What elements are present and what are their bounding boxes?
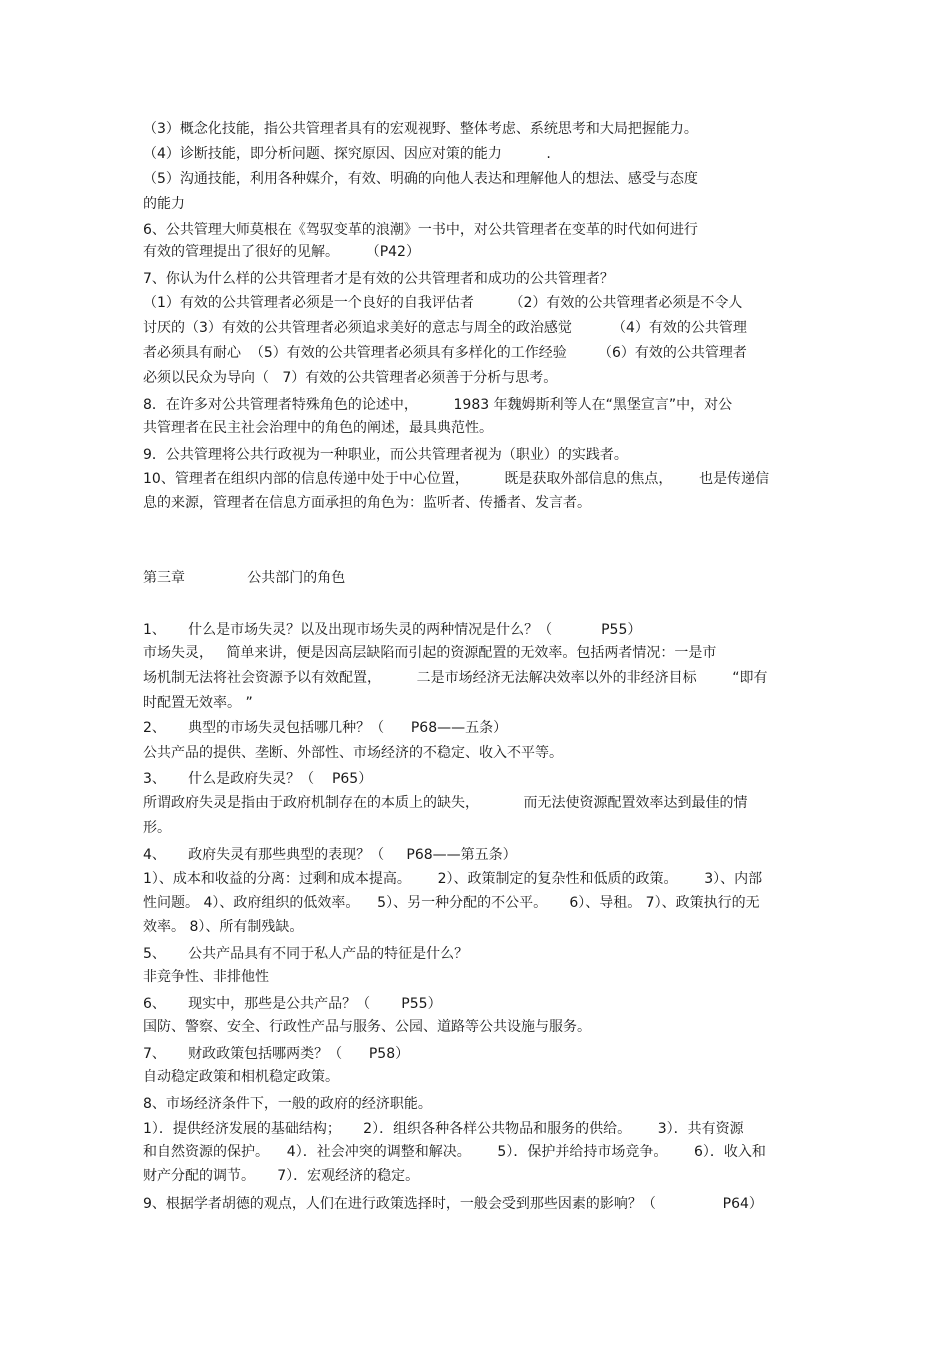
text-line: （3）概念化技能，指公共管理者具有的宏观视野、整体考虑、系统思考和大局把握能力。 [143,121,698,137]
text-line: 效率。 8）、所有制残缺。 [143,919,304,935]
text-line: 9．公共管理将公共行政视为一种职业，而公共管理者视为（职业）的实践者。 [143,447,628,463]
text-line: 8、市场经济条件下，一般的政府的经济职能。 [143,1096,432,1112]
text-line: 形。 [143,820,171,836]
text-line: 时配置无效率。 ” [143,695,253,711]
text-line: 4、 政府失灵有那些典型的表现？（ P68——第五条） [143,847,517,863]
text-line: 性问题。 4）、政府组织的低效率。 5）、另一种分配的不公平。 6）、导租。 7）、政策执行的无 [143,895,760,911]
text-line: 讨厌的（3）有效的公共管理者必须追求美好的意志与周全的政治感觉 （4）有效的公共管理 [143,320,747,336]
text-line: 息的来源，管理者在信息方面承担的角色为：监听者、传播者、发言者。 [143,495,591,511]
text-line: （5）沟通技能，利用各种媒介，有效、明确的向他人表达和理解他人的想法、感受与态度 [143,171,698,187]
text-line: 公共产品的提供、垄断、外部性、市场经济的不稳定、收入不平等。 [143,745,563,761]
text-line: 有效的管理提出了很好的见解。 （P42） [143,244,420,260]
text-line: 的能力 [143,196,185,212]
text-line: 1）、成本和收益的分离：过剩和成本提高。 2）、政策制定的复杂性和低质的政策。 3）、内部 [143,871,763,887]
text-line: 10、管理者在组织内部的信息传递中处于中心位置， 既是获取外部信息的焦点， 也是传递信 [143,471,770,487]
text-line: 1、 什么是市场失灵？以及出现市场失灵的两种情况是什么？（ P55） [143,622,642,638]
text-line: 场机制无法将社会资源予以有效配置， 二是市场经济无法解决效率以外的非经济目标 “即有 [143,670,768,686]
text-line: 非竞争性、非排他性 [143,969,269,985]
text-line: 必须以民众为导向（ 7）有效的公共管理者必须善于分析与思考。 [143,370,558,386]
text-line: 7、 财政政策包括哪两类？（ P58） [143,1046,410,1062]
text-line: 6、 现实中，那些是公共产品？（ P55） [143,996,442,1012]
text-line: 和自然资源的保护。 4）．社会冲突的调整和解决。 5）．保护并给持市场竞争。 6）．收入和 [143,1144,766,1160]
text-line: （1）有效的公共管理者必须是一个良好的自我评估者 （2）有效的公共管理者必须是不令人 [143,295,743,311]
text-line: （4）诊断技能，即分析问题、探究原因、因应对策的能力 . [143,146,551,162]
text-line: 9、根据学者胡德的观点，人们在进行政策选择时，一般会受到那些因素的影响？（ P64） [143,1196,763,1212]
text-line: 5、 公共产品具有不同于私人产品的特征是什么？ [143,946,469,962]
text-line: 8．在许多对公共管理者特殊角色的论述中， 1983 年魏姆斯利等人在“黑堡宣言”中，对公 [143,397,733,413]
text-line: 自动稳定政策和相机稳定政策。 [143,1069,339,1085]
text-line: 所谓政府失灵是指由于政府机制存在的本质上的缺失， 而无法使资源配置效率达到最佳的情 [143,795,748,811]
text-line: 3、 什么是政府失灵？（ P65） [143,771,373,787]
text-line: 市场失灵， 简单来讲，便是因高层缺陷而引起的资源配置的无效率。包括两者情况：一是市 [143,645,717,661]
text-line: 1）．提供经济发展的基础结构； 2）．组织各种各样公共物品和服务的供给。 3）．共有资源 [143,1121,744,1137]
text-line: 7、你认为什么样的公共管理者才是有效的公共管理者和成功的公共管理者？ [143,271,614,287]
text-line: 者必须具有耐心 （5）有效的公共管理者必须具有多样化的工作经验 （6）有效的公共管理者 [143,345,747,361]
text-line: 国防、警察、安全、行政性产品与服务、公园、道路等公共设施与服务。 [143,1019,591,1035]
text-line: 财产分配的调节。 7）．宏观经济的稳定。 [143,1168,420,1184]
text-line: 6、公共管理大师莫根在《驾驭变革的浪潮》一书中，对公共管理者在变革的时代如何进行 [143,222,698,238]
text-line: 2、 典型的市场失灵包括哪几种？（ P68——五条） [143,720,508,736]
chapter-heading: 第三章 公共部门的角色 [143,570,346,586]
text-line: 共管理者在民主社会治理中的角色的阐述，最具典范性。 [143,420,493,436]
